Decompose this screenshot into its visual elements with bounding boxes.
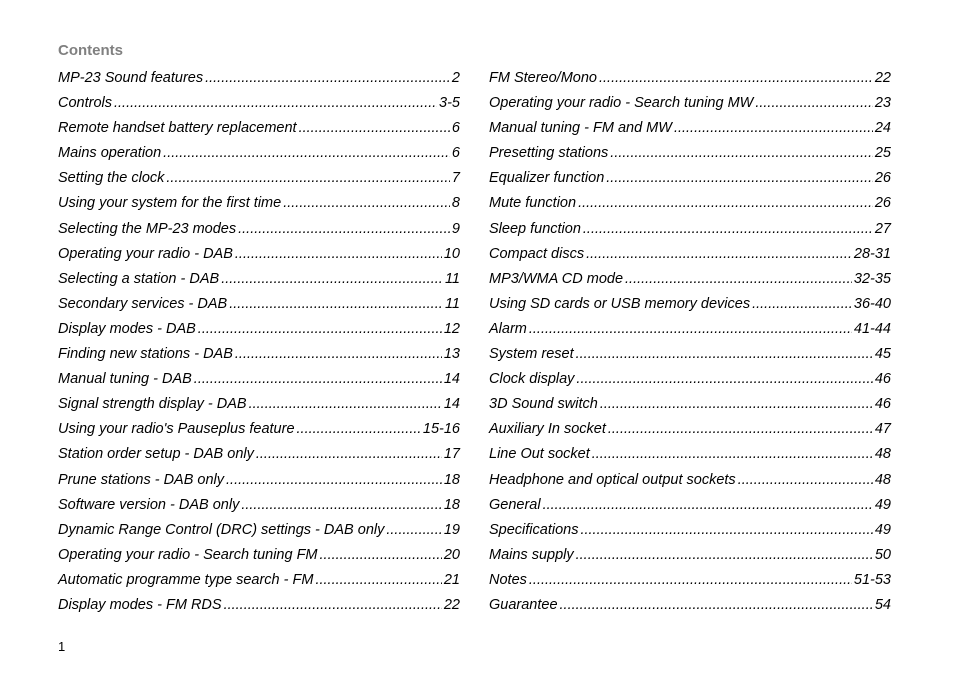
toc-leader-dots: [194, 367, 442, 392]
toc-entry[interactable]: [58, 242, 460, 267]
toc-entry-title: Guarantee: [489, 596, 558, 613]
toc-entry-page: 41-44: [853, 320, 891, 337]
toc-entry-title: 3D Sound switch: [489, 396, 598, 413]
toc-entry[interactable]: [489, 242, 891, 267]
toc-leader-dots: [226, 468, 442, 493]
toc-entry-title: Line Out socket: [489, 446, 590, 463]
toc-entry-title: Manual tuning - FM and MW: [489, 120, 672, 137]
toc-entry[interactable]: [489, 217, 891, 242]
toc-entry-page: 45: [874, 346, 891, 363]
toc-entry[interactable]: [58, 166, 460, 191]
toc-entry[interactable]: [58, 493, 460, 518]
toc-entry-title: Auxiliary In socket: [489, 421, 606, 438]
toc-entry-title: Controls: [58, 95, 112, 112]
toc-entry[interactable]: [489, 543, 891, 568]
toc-entry-page: 49: [874, 521, 891, 538]
toc-entry-page: 15-16: [422, 421, 460, 438]
toc-entry-page: 17: [443, 446, 460, 463]
toc-right-column: [489, 66, 891, 618]
toc-entry[interactable]: [58, 141, 460, 166]
toc-entry-page: 9: [451, 220, 460, 237]
toc-entry-title: Sleep function: [489, 220, 581, 237]
toc-entry[interactable]: [489, 468, 891, 493]
toc-entry-title: Selecting a station - DAB: [58, 270, 220, 287]
toc-leader-dots: [592, 442, 873, 467]
toc-leader-dots: [320, 543, 442, 568]
toc-entry-title: Compact discs: [489, 245, 585, 262]
toc-entry-page: 11: [444, 270, 460, 287]
toc-entry-title: Dynamic Range Control (DRC) settings - DAB only: [58, 521, 385, 538]
toc-entry-page: 26: [874, 195, 891, 212]
toc-entry-title: Headphone and optical output sockets: [489, 471, 736, 488]
toc-entry-page: 54: [874, 596, 891, 613]
toc-entry-page: 21: [443, 571, 460, 588]
toc-leader-dots: [610, 141, 873, 166]
toc-leader-dots: [229, 292, 443, 317]
toc-entry-title: Operating your radio - Search tuning MW: [489, 95, 754, 112]
toc-entry-page: 48: [874, 471, 891, 488]
toc-leader-dots: [738, 468, 873, 493]
toc-entry-title: Operating your radio - Search tuning FM: [58, 546, 318, 563]
toc-entry-page: 24: [874, 120, 891, 137]
toc-leader-dots: [386, 518, 442, 543]
toc-entry-page: 3-5: [439, 95, 460, 112]
toc-entry[interactable]: [489, 568, 891, 593]
toc-entry[interactable]: [489, 342, 891, 367]
toc-entry-title: Software version - DAB only: [58, 496, 240, 513]
toc-leader-dots: [752, 292, 852, 317]
toc-entry-page: 8: [451, 195, 460, 212]
toc-entry-page: 11: [444, 295, 460, 312]
toc-entry[interactable]: [58, 593, 460, 618]
toc-leader-dots: [586, 242, 852, 267]
toc-leader-dots: [238, 217, 450, 242]
toc-entry[interactable]: [489, 392, 891, 417]
toc-leader-dots: [297, 417, 421, 442]
toc-entry-page: 7: [451, 170, 460, 187]
toc-entry[interactable]: [489, 367, 891, 392]
toc-entry-page: 23: [874, 95, 891, 112]
toc-entry[interactable]: [489, 141, 891, 166]
toc-entry-title: Prune stations - DAB only: [58, 471, 225, 488]
toc-entry-page: 22: [874, 70, 891, 86]
toc-entry[interactable]: [58, 442, 460, 467]
toc-entry[interactable]: [489, 191, 891, 216]
toc-entry-title: Specifications: [489, 521, 579, 538]
toc-entry-page: 28-31: [853, 245, 891, 262]
toc-entry-title: Automatic programme type search - FM: [58, 571, 314, 588]
toc-entry[interactable]: [489, 292, 891, 317]
toc-leader-dots: [283, 191, 450, 216]
toc-leader-dots: [299, 116, 450, 141]
toc-entry-page: 20: [443, 546, 460, 563]
toc-entry[interactable]: [58, 417, 460, 442]
toc-entry-title: Clock display: [489, 371, 575, 388]
toc-entry-page: 47: [874, 421, 891, 438]
toc-entry-title: Operating your radio - DAB: [58, 245, 233, 262]
toc-entry-title: General: [489, 496, 541, 513]
toc-entry-title: Using your radio's Pauseplus feature: [58, 421, 295, 438]
toc-leader-dots: [600, 392, 873, 417]
toc-entry-page: 13: [443, 346, 460, 363]
toc-entry-title: Notes: [489, 571, 527, 588]
toc-leader-dots: [560, 593, 873, 618]
toc-entry[interactable]: [58, 543, 460, 568]
toc-leader-dots: [578, 191, 873, 216]
toc-leader-dots: [529, 317, 852, 342]
toc-entry-title: Display modes - FM RDS: [58, 596, 222, 613]
toc-entry-title: Presetting stations: [489, 145, 609, 162]
toc-entry-title: FM Stereo/Mono: [489, 70, 597, 86]
toc-entry-title: Selecting the MP-23 modes: [58, 220, 237, 237]
toc-leader-dots: [606, 166, 873, 191]
toc-entry[interactable]: [58, 217, 460, 242]
toc-leader-dots: [543, 493, 873, 518]
toc-entry-title: MP3/WMA CD mode: [489, 270, 624, 287]
toc-entry[interactable]: [489, 442, 891, 467]
toc-entry[interactable]: [489, 493, 891, 518]
toc-entry-page: 6: [451, 145, 460, 162]
toc-leader-dots: [583, 217, 873, 242]
page-number: 1: [58, 639, 66, 654]
toc-entry-title: Mains operation: [58, 145, 162, 162]
toc-entry[interactable]: [58, 342, 460, 367]
toc-leader-dots: [224, 593, 442, 618]
toc-entry[interactable]: [489, 593, 891, 618]
toc-entry-page: 22: [443, 596, 460, 613]
toc-leader-dots: [576, 367, 872, 392]
toc-entry-title: Equalizer function: [489, 170, 605, 187]
toc-entry-page: 18: [443, 496, 460, 513]
toc-entry-title: Using SD cards or USB memory devices: [489, 295, 751, 312]
toc-entry-page: 36-40: [853, 295, 891, 312]
toc-entry-page: 12: [443, 320, 460, 337]
toc-leader-dots: [114, 91, 437, 116]
toc-entry-page: 46: [874, 396, 891, 413]
toc-entry[interactable]: [58, 392, 460, 417]
toc-entry-title: Signal strength display - DAB: [58, 396, 247, 413]
toc-entry-page: 27: [874, 220, 891, 237]
toc-entry-page: 19: [443, 521, 460, 538]
toc-entry-page: 51-53: [853, 571, 891, 588]
toc-entry[interactable]: [58, 367, 460, 392]
toc-entry-title: Mains supply: [489, 546, 574, 563]
toc-entry[interactable]: [58, 191, 460, 216]
toc-entry-page: 14: [443, 371, 460, 388]
toc-leader-dots: [576, 543, 873, 568]
toc-leader-dots: [599, 66, 873, 91]
toc-entry-page: 32-35: [853, 270, 891, 287]
toc-entry[interactable]: [489, 518, 891, 543]
toc-entry-title: Secondary services - DAB: [58, 295, 228, 312]
toc-entry[interactable]: [489, 91, 891, 116]
toc-entry[interactable]: [489, 66, 891, 91]
toc-entry-page: 46: [874, 371, 891, 388]
toc-leader-dots: [625, 267, 852, 292]
toc-entry[interactable]: [489, 116, 891, 141]
toc-leader-dots: [755, 91, 873, 116]
toc-leader-dots: [529, 568, 852, 593]
toc-entry-title: Station order setup - DAB only: [58, 446, 254, 463]
toc-entry-page: 26: [874, 170, 891, 187]
toc-entry-title: Setting the clock: [58, 170, 165, 187]
toc-leader-dots: [249, 392, 442, 417]
toc-entry-title: Remote handset battery replacement: [58, 120, 297, 137]
toc-entry-page: 25: [874, 145, 891, 162]
toc-entry[interactable]: [58, 91, 460, 116]
toc-leader-dots: [256, 442, 442, 467]
toc-entry[interactable]: [58, 267, 460, 292]
toc-entry[interactable]: [489, 317, 891, 342]
toc-entry[interactable]: [58, 468, 460, 493]
toc-entry-title: Alarm: [489, 320, 527, 337]
toc-leader-dots: [576, 342, 873, 367]
toc-entry[interactable]: [58, 292, 460, 317]
toc-leader-dots: [315, 568, 441, 593]
toc-leader-dots: [580, 518, 872, 543]
toc-entry-page: 49: [874, 496, 891, 513]
toc-leader-dots: [205, 66, 450, 91]
toc-leader-dots: [674, 116, 873, 141]
toc-leader-dots: [235, 342, 442, 367]
toc-entry-title: Finding new stations - DAB: [58, 346, 233, 363]
toc-entry-title: System reset: [489, 346, 574, 363]
toc-entry-title: Mute function: [489, 195, 577, 212]
toc-entry-page: 10: [443, 245, 460, 262]
contents-heading: Contents: [58, 42, 123, 59]
toc-entry[interactable]: [58, 518, 460, 543]
toc-entry-page: 50: [874, 546, 891, 563]
toc-leader-dots: [198, 317, 442, 342]
toc-entry-page: 18: [443, 471, 460, 488]
toc-left-column: [58, 66, 460, 618]
toc-leader-dots: [608, 417, 873, 442]
toc-leader-dots: [163, 141, 450, 166]
toc-entry[interactable]: [489, 267, 891, 292]
toc-leader-dots: [221, 267, 443, 292]
toc-leader-dots: [235, 242, 442, 267]
toc-entry[interactable]: [58, 66, 460, 91]
toc-entry[interactable]: [489, 417, 891, 442]
toc-entry-title: Display modes - DAB: [58, 320, 196, 337]
toc-entry-page: 6: [451, 120, 460, 137]
toc-entry-title: MP-23 Sound features: [58, 70, 204, 86]
toc-entry[interactable]: [58, 568, 460, 593]
toc-entry[interactable]: [58, 116, 460, 141]
toc-entry[interactable]: [58, 317, 460, 342]
toc-entry-title: Using your system for the first time: [58, 195, 282, 212]
toc-leader-dots: [166, 166, 450, 191]
toc-entry-page: 48: [874, 446, 891, 463]
toc-leader-dots: [241, 493, 442, 518]
toc-entry[interactable]: [489, 166, 891, 191]
toc-entry-page: 14: [443, 396, 460, 413]
toc-entry-title: Manual tuning - DAB: [58, 371, 192, 388]
toc-entry-page: 2: [451, 70, 460, 86]
